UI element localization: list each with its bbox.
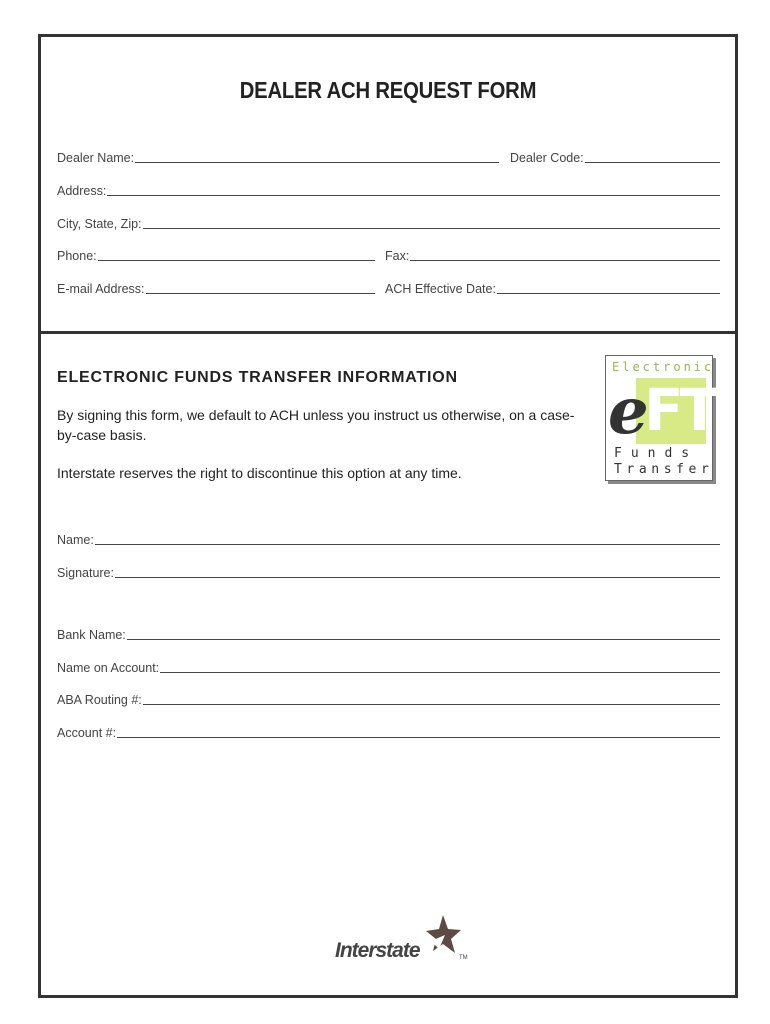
fax-line[interactable] <box>410 259 720 261</box>
eft-paragraph-2: Interstate reserves the right to discontinue this option at any time. <box>57 465 462 481</box>
eft-logo-funds: Funds <box>614 446 699 461</box>
bank-name-label: Bank Name: <box>57 628 126 642</box>
name-field[interactable] <box>57 529 720 547</box>
interstate-logo <box>335 915 475 967</box>
signature-label: Signature: <box>57 566 114 580</box>
email-line[interactable] <box>146 292 375 294</box>
name-label: Name: <box>57 533 94 547</box>
account-label: Account #: <box>57 726 117 740</box>
bank-name-line[interactable] <box>127 638 720 640</box>
fax-field[interactable] <box>385 245 720 263</box>
eft-logo-ft: FT <box>644 376 716 444</box>
address-label: Address: <box>57 184 107 198</box>
phone-field[interactable] <box>57 245 375 263</box>
name-on-account-field[interactable] <box>57 657 720 675</box>
account-line[interactable] <box>117 736 720 738</box>
ach-effective-date-label: ACH Effective Date: <box>385 282 496 296</box>
account-field[interactable] <box>57 722 720 740</box>
city-state-zip-line[interactable] <box>143 227 720 229</box>
bank-name-field[interactable] <box>57 624 720 642</box>
dealer-code-line[interactable] <box>585 161 720 163</box>
name-on-account-label: Name on Account: <box>57 661 160 675</box>
phone-line[interactable] <box>98 259 375 261</box>
dealer-code-label: Dealer Code: <box>510 151 584 165</box>
eft-paragraph-1: By signing this form, we default to ACH unless you instruct us otherwise, on a case-by-case basis. <box>57 407 575 443</box>
phone-label: Phone: <box>57 249 97 263</box>
aba-routing-label: ABA Routing #: <box>57 693 142 707</box>
name-line[interactable] <box>95 543 720 545</box>
form-title: DEALER ACH REQUEST FORM <box>239 77 537 103</box>
aba-routing-field[interactable] <box>57 689 720 707</box>
signature-line[interactable] <box>115 576 720 578</box>
eft-logo-e: e <box>608 374 649 449</box>
ach-effective-date-line[interactable] <box>497 292 720 294</box>
signature-field[interactable] <box>57 562 720 580</box>
aba-routing-line[interactable] <box>143 703 720 705</box>
form-frame <box>38 34 738 998</box>
address-field[interactable] <box>57 180 720 198</box>
address-line[interactable] <box>107 194 720 196</box>
dealer-code-field[interactable] <box>510 147 720 165</box>
interstate-logo-text: Interstate <box>335 939 420 962</box>
section-divider <box>41 331 735 334</box>
email-field[interactable] <box>57 278 375 296</box>
city-state-zip-field[interactable] <box>57 213 720 231</box>
star-icon <box>421 915 461 955</box>
eft-heading: ELECTRONIC FUNDS TRANSFER INFORMATION <box>57 369 458 386</box>
dealer-name-line[interactable] <box>135 161 499 163</box>
fax-label: Fax: <box>385 249 410 263</box>
city-state-zip-label: City, State, Zip: <box>57 217 142 231</box>
ach-effective-date-field[interactable] <box>385 278 720 296</box>
trademark: TM <box>459 955 468 961</box>
eft-logo <box>605 355 716 481</box>
dealer-name-field[interactable] <box>57 147 499 165</box>
dealer-name-label: Dealer Name: <box>57 151 135 165</box>
email-label: E-mail Address: <box>57 282 145 296</box>
eft-logo-transfer: Transfer <box>614 462 714 477</box>
eft-logo-electronic: Electronic <box>612 360 715 374</box>
name-on-account-line[interactable] <box>160 671 720 673</box>
